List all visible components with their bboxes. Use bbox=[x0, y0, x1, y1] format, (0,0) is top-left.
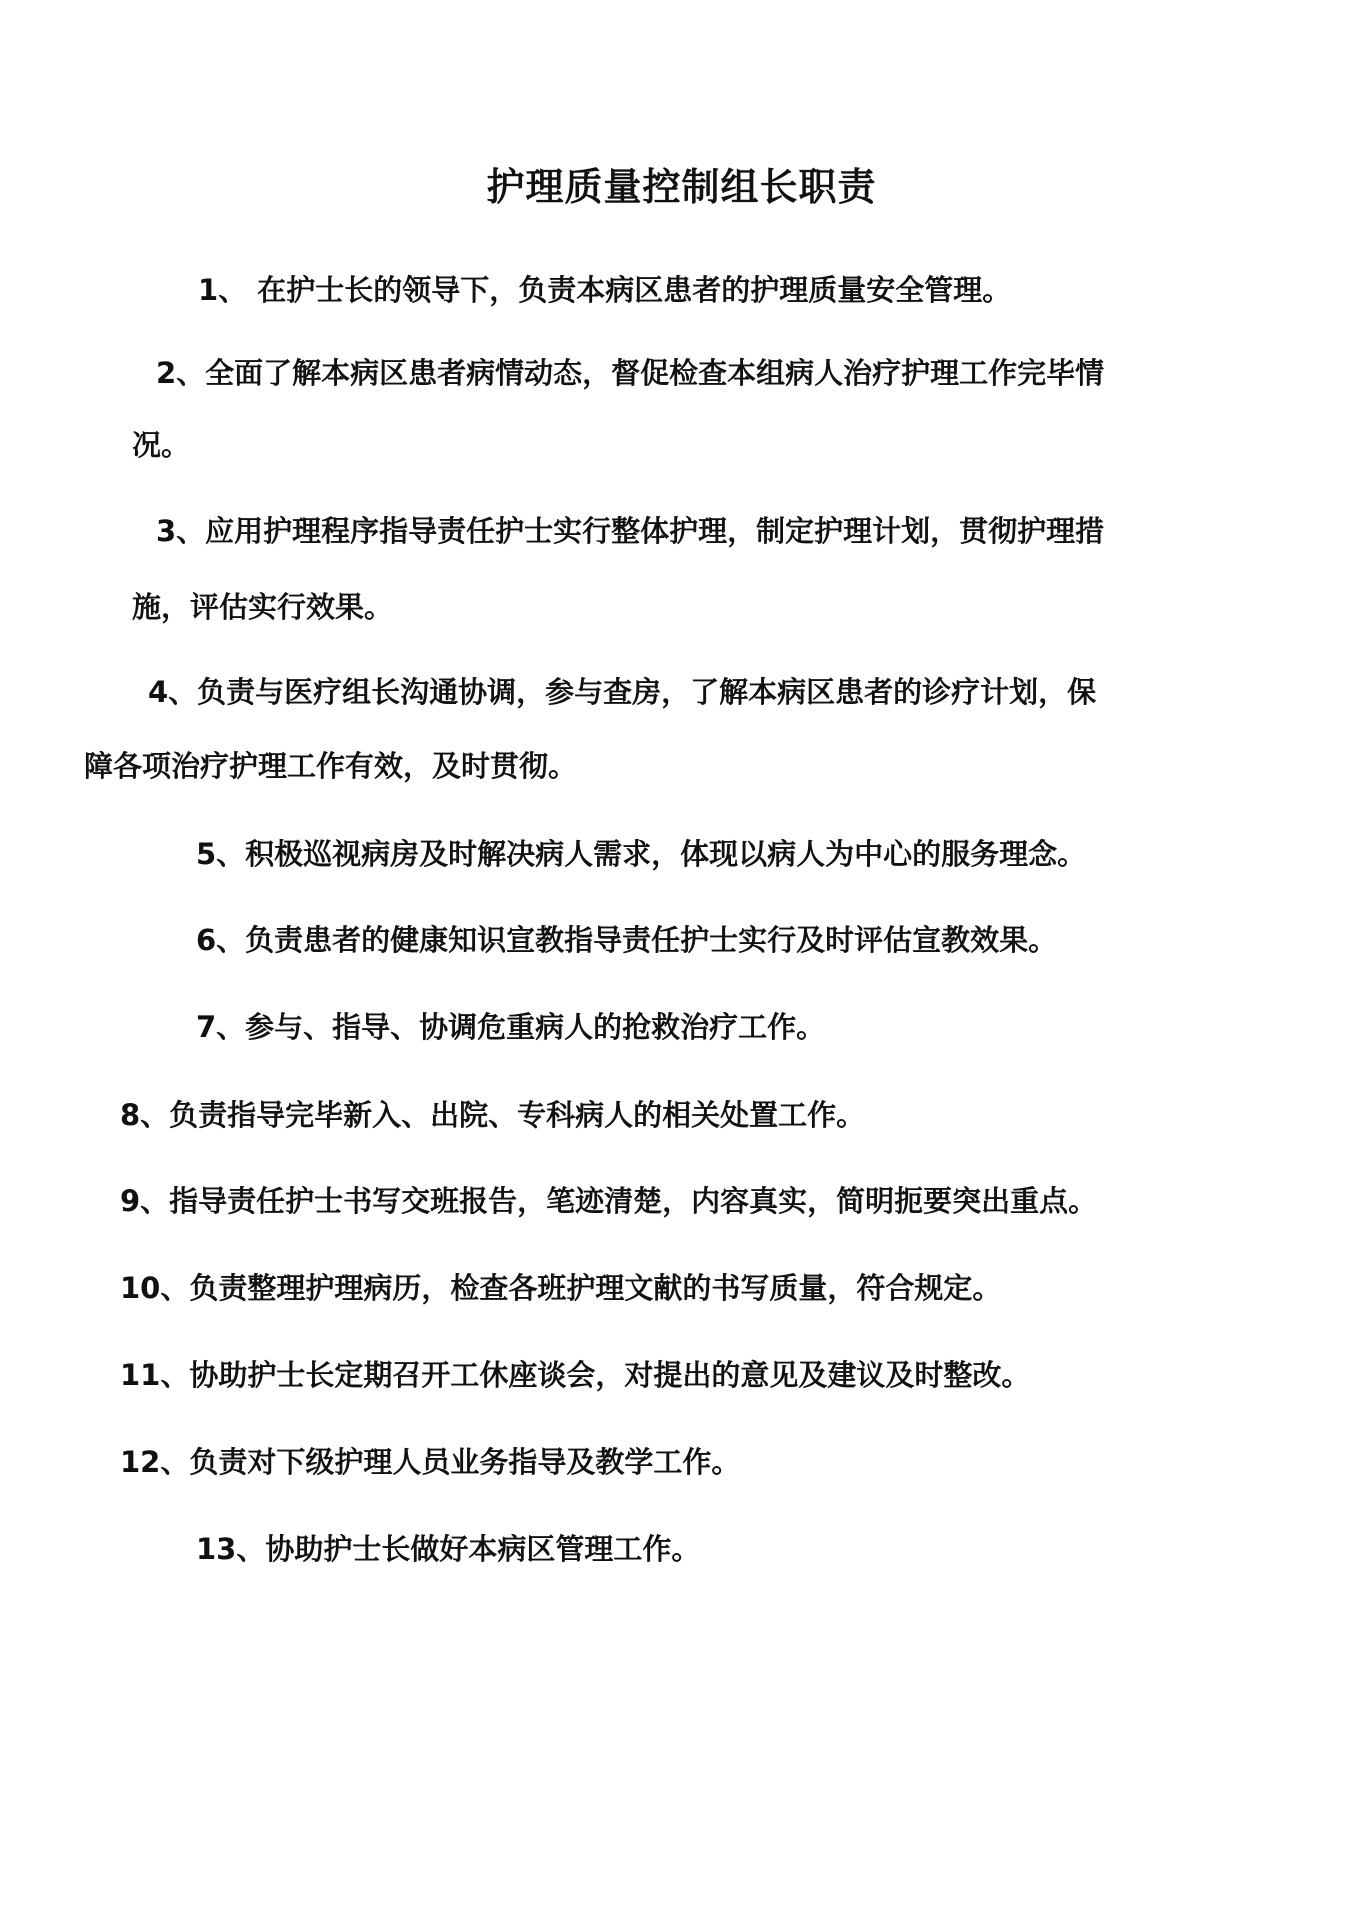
duty-item-5: 5、积极巡视病房及时解决病人需求，体现以病人为中心的服务理念。 bbox=[196, 837, 1087, 871]
duty-item-12: 12、负责对下级护理人员业务指导及教学工作。 bbox=[120, 1445, 741, 1479]
duty-item-3: 3、应用护理程序指导责任护士实行整体护理，制定护理计划，贯彻护理措 bbox=[156, 514, 1105, 548]
duty-item-6: 6、负责患者的健康知识宣教指导责任护士实行及时评估宣教效果。 bbox=[196, 923, 1058, 957]
duty-item-2-continued: 况。 bbox=[132, 428, 191, 462]
duty-item-11: 11、协助护士长定期召开工休座谈会，对提出的意见及建议及时整改。 bbox=[120, 1358, 1031, 1392]
duty-item-10: 10、负责整理护理病历，检查各班护理文献的书写质量，符合规定。 bbox=[120, 1271, 1002, 1305]
duty-item-2: 2、全面了解本病区患者病情动态，督促检查本组病人治疗护理工作完毕情 bbox=[156, 356, 1105, 390]
duty-item-4-continued: 障各项治疗护理工作有效，及时贯彻。 bbox=[84, 749, 578, 783]
document-title: 护理质量控制组长职责 bbox=[486, 165, 877, 209]
duty-item-9: 9、指导责任护士书写交班报告，笔迹清楚，内容真实，简明扼要突出重点。 bbox=[120, 1184, 1098, 1218]
duty-item-3-continued: 施，评估实行效果。 bbox=[132, 590, 394, 624]
duty-item-8: 8、负责指导完毕新入、出院、专科病人的相关处置工作。 bbox=[120, 1098, 866, 1132]
duty-item-13: 13、协助护士长做好本病区管理工作。 bbox=[196, 1532, 701, 1566]
duty-item-1: 1、 在护士长的领导下，负责本病区患者的护理质量安全管理。 bbox=[198, 273, 1012, 307]
duty-item-7: 7、参与、指导、协调危重病人的抢救治疗工作。 bbox=[196, 1010, 826, 1044]
duty-item-4: 4、负责与医疗组长沟通协调，参与查房，了解本病区患者的诊疗计划，保 bbox=[148, 675, 1097, 709]
